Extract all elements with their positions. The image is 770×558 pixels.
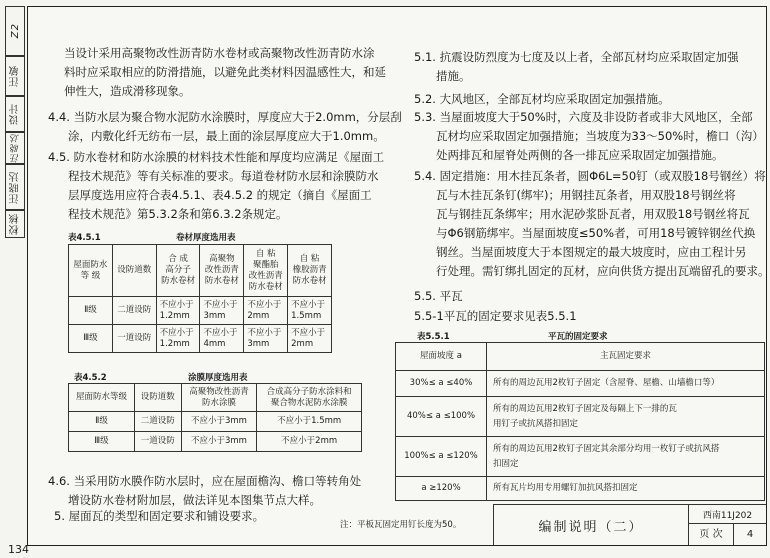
table1-number: 表4.5.1: [68, 233, 101, 243]
signature-2: 汪晓达: [10, 133, 21, 163]
text-line: 5.4. 固定措施：用木挂瓦条者，圆Φ6L=50钉（或双股18号钢丝）将: [414, 169, 766, 183]
left-paragraph-1: [64, 44, 386, 101]
table-cell: 30%≤ a ≤40%: [396, 371, 487, 397]
text-line: 5.3. 当屋面坡度大于50%时，六度及非设防者或非大风地区，全部: [414, 110, 753, 124]
right-paragraph-5-4: [414, 167, 770, 281]
text-line: 料时应采取相应的防滑措施，以避免此类材料因温感性大，和延: [64, 65, 386, 79]
header-cell: 屋面防水等级: [69, 384, 135, 412]
table-cell: 100%≤ a ≤120%: [396, 437, 487, 477]
table-cell: 一道设防: [112, 325, 156, 353]
table-cell: 所有的周边瓦用2枚钉子固定其余部分均用一枚钉子或抗风搭 扣固定: [487, 437, 765, 477]
left-paragraph-4-5: [48, 148, 384, 224]
table-cell: 二道设防: [134, 412, 181, 432]
right-paragraph-5-5-1: 5.5-1平瓦的固定要求见表5.5.1: [414, 309, 577, 323]
check-label: 校核: [9, 213, 21, 235]
header-cell: 设防道数: [134, 384, 181, 412]
text-line: 层厚度选用应符合表4.5.1、表4.5.2 的规定（摘自《屋面工: [68, 188, 372, 202]
table-cell: 所有的周边瓦用2枚钉子固定及每隔上下一排的瓦 用钉子或抗风搭扣固定: [487, 397, 765, 437]
design-label: 设计: [9, 103, 21, 125]
atlas-code: 西南11J202: [689, 505, 766, 524]
right-paragraph-5-5: 5.5. 平瓦: [414, 289, 463, 303]
text-line: 当设计采用高聚物改性沥青防水卷材或高聚物改性沥青防水涂: [64, 46, 375, 60]
table-cell: Ⅲ级: [69, 325, 113, 353]
text-line: 4.6. 当采用防水膜作防水层时，应在屋面檐沟、檐口等转角处: [48, 474, 362, 488]
designer-name: 汪敏: [9, 65, 21, 87]
table-cell: 所有的周边瓦用2枚钉子固定（含屋脊、屋檐、山墙檐口等）: [487, 371, 765, 397]
right-paragraph-5-1: [414, 48, 739, 86]
text-line: 行处理。需钉绑扎固定的瓦材，应向供货方提出瓦端留孔的要求。: [436, 264, 770, 278]
table-cell: 不应小于 1.2mm: [156, 325, 200, 353]
flat-tile-fixing-table: [395, 342, 765, 501]
table-cell: Ⅱ级: [69, 297, 113, 325]
header-cell: 合成高分子防水涂料和 聚合物水泥防水涂膜: [257, 384, 362, 412]
text-line: 涂，内敷化纤无纺布一层，最上面的涂层厚度应大于1.0mm。: [68, 129, 385, 143]
page-no: 4: [746, 529, 754, 540]
table-cell: 不应小于3mm: [181, 412, 257, 432]
left-paragraph-4-4: [48, 108, 402, 146]
table-cell: 不应小于2mm: [257, 432, 362, 452]
right-paragraph-5-3: [414, 108, 764, 165]
text-line: 瓦与钢挂瓦条绑牢；用水泥砂浆卧瓦者，用双股18号钢丝将瓦: [436, 207, 750, 221]
table-cell: 不应小于 3mm: [244, 325, 288, 353]
table-row: [69, 297, 332, 325]
checker-name: 汪晓达: [9, 170, 21, 204]
footnote: 注：平板瓦固定用钉长度为50。: [340, 520, 462, 530]
table-cell: 二道设防: [112, 297, 156, 325]
header-cell: 自 粘 聚酯胎 改性沥青 防水卷材: [244, 245, 288, 297]
text-line: 钢丝。当屋面坡度大于本图规定的最大坡度时，应由工程计另: [436, 245, 747, 259]
header-cell: 合 成 高分子 防水卷材: [156, 245, 200, 297]
left-paragraph-4-6: [48, 472, 361, 510]
signature-1: Z2: [9, 23, 21, 39]
coating-thickness-table: [68, 383, 362, 452]
header-cell: 自 粘 橡胶沥青 防水卷材: [288, 245, 332, 297]
table-cell: 不应小于3mm: [181, 432, 257, 452]
signature-cell-2: [5, 132, 25, 164]
table-header-row: [69, 384, 362, 412]
table-cell: 不应小于1.5mm: [257, 412, 362, 432]
page-label: 页 次: [689, 524, 734, 545]
signature-sidebar: [5, 6, 25, 544]
table-cell: 40%≤ a ≤100%: [396, 397, 487, 437]
page-number: 134: [8, 543, 29, 556]
table-cell: a ≥120%: [396, 477, 487, 501]
table-cell: 一道设防: [134, 432, 181, 452]
label-cell-2: [5, 210, 25, 238]
table-row: [69, 412, 362, 432]
table-cell: 不应小于 2mm: [288, 325, 332, 353]
table3-number: 表5.5.1: [417, 332, 450, 342]
text-line: 程技术规范》等有关标准的要求。每道卷材防水层和涂膜防水: [68, 169, 379, 183]
header-cell: 高聚物改性沥青 防水涂膜: [181, 384, 257, 412]
label-cell: [5, 96, 25, 132]
header-cell: 屋面防水 等 级: [69, 245, 113, 297]
name-cell-2: [5, 164, 25, 210]
table1-caption: 卷材厚度选用表: [176, 233, 236, 243]
table-cell: Ⅲ级: [69, 432, 135, 452]
drawing-title: 编制说明（二）: [494, 505, 689, 545]
table-cell: 不应小于 1.5mm: [288, 297, 332, 325]
text-line: 5.1. 抗震设防烈度为七度及以上者，全部瓦材均应采取固定加强: [414, 50, 739, 64]
text-line: 程技术规范》第5.3.2条和第6.3.2条规定。: [68, 207, 288, 221]
left-paragraph-5: 5. 屋面瓦的类型和固定要求和铺设要求。: [54, 509, 265, 523]
text-line: 增设防水卷材附加层，做法详见本图集节点大样。: [68, 493, 321, 507]
table3-caption: 平瓦的固定要求: [548, 332, 608, 342]
header-cell: 设防道数: [112, 245, 156, 297]
header-cell: 屋面坡度 a: [396, 343, 487, 371]
header-cell: 主瓦固定要求: [487, 343, 765, 371]
name-cell: [5, 56, 25, 96]
table-cell: 不应小于 4mm: [200, 325, 244, 353]
text-line: 瓦与木挂瓦条钉(绑牢)；用钢挂瓦条者，用双股18号钢丝将: [436, 188, 736, 202]
table-row: [396, 397, 765, 437]
table-cell: Ⅱ级: [69, 412, 135, 432]
table2-number: 表4.5.2: [74, 373, 107, 383]
table-header-row: [396, 343, 765, 371]
table-row: [396, 477, 765, 501]
text-line: 措施。: [436, 69, 471, 83]
table-cell: 不应小于 2mm: [244, 297, 288, 325]
signature-cell: [5, 6, 25, 56]
table-row: [396, 437, 765, 477]
table-cell: 不应小于 1.2mm: [156, 297, 200, 325]
table-row: [69, 432, 362, 452]
membrane-thickness-table: [68, 244, 332, 353]
page-info: [689, 524, 766, 545]
text-line: 瓦材均应采取固定加强措施；当坡度为33～50%时，檐口（沟）: [436, 129, 764, 143]
table-cell: 所有瓦片均用专用螺钉加抗风搭扣固定: [487, 477, 765, 501]
text-line: 4.4. 当防水层为聚合物水泥防水涂膜时，厚度应大于2.0mm，分层刮: [48, 110, 402, 124]
title-block: [493, 504, 766, 545]
table-header-row: [69, 245, 332, 297]
header-cell: 高聚物 改性沥青 防水卷材: [200, 245, 244, 297]
table-cell: 不应小于 3mm: [200, 297, 244, 325]
right-paragraph-5-2: 5.2. 大风地区，全部瓦材均应采取固定加强措施。: [414, 92, 670, 106]
text-line: 伸性大，造成滑移现象。: [64, 84, 191, 98]
table2-caption: 涂膜厚度选用表: [188, 373, 248, 383]
text-line: 与Φ6钢筋绑牢。当屋面坡度≤50%者，可用18号镀锌钢丝代换: [436, 226, 756, 240]
text-line: 4.5. 防水卷材和防水涂膜的材料技术性能和厚度均应满足《屋面工: [48, 150, 385, 164]
text-line: 处两排瓦和屋脊处两侧的各一排瓦应采取固定加强措施。: [436, 148, 724, 162]
table-row: [69, 325, 332, 353]
table-row: [396, 371, 765, 397]
